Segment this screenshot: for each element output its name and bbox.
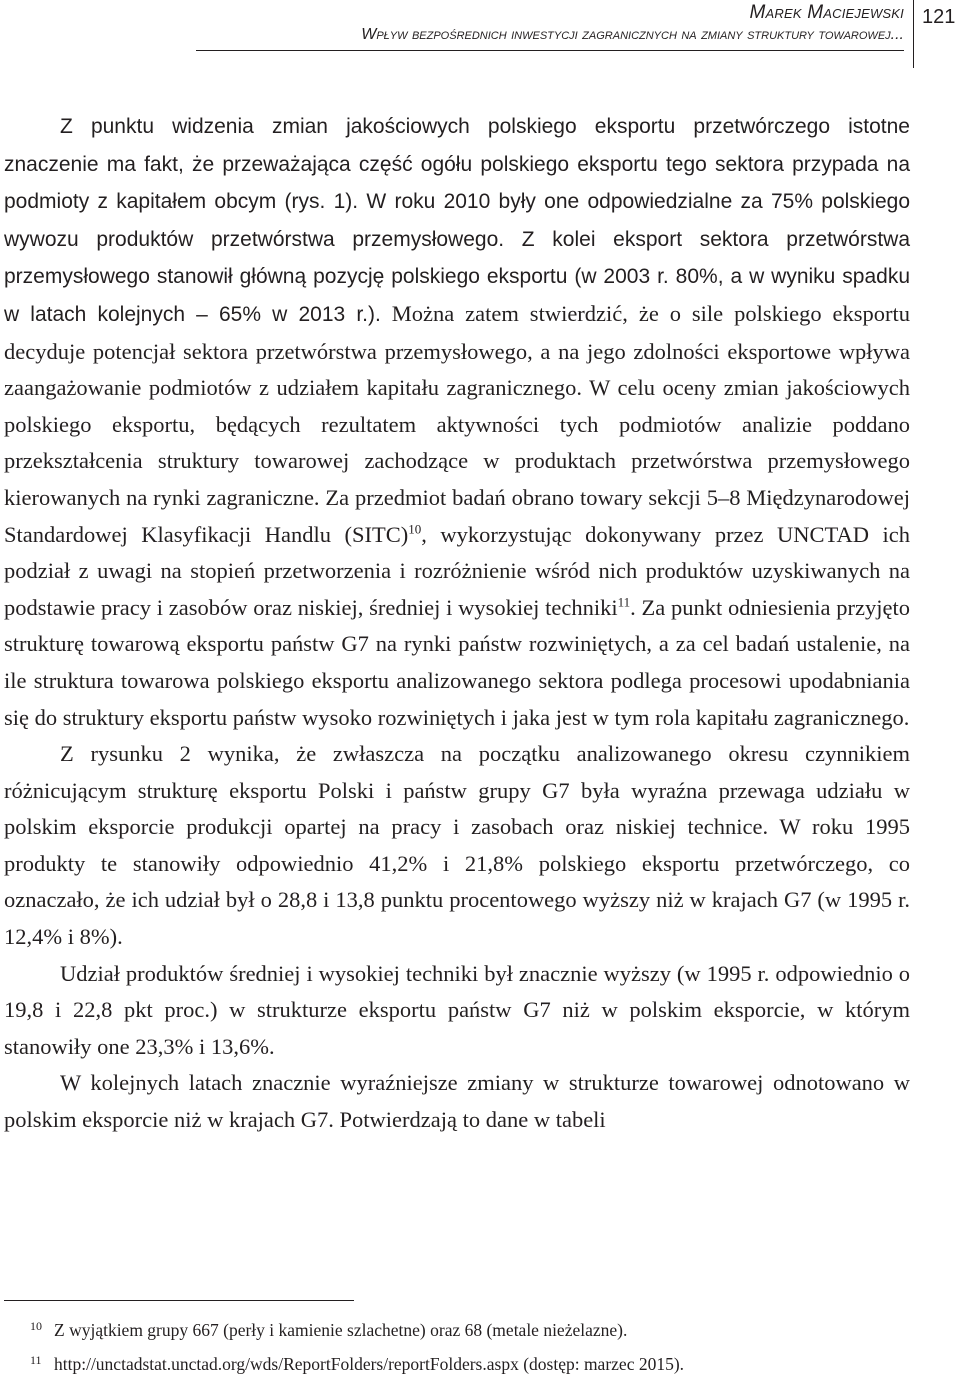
footnote-11	[4, 1347, 910, 1381]
footnote-separator	[4, 1300, 354, 1301]
paragraph-3: Udział produktów średniej i wysokiej techniki był znacznie wyższy (w 1995 r. odpowiednio o 19,8 i 22,8 pkt proc.) w strukturze eksportu państw G7 niż w polskim eksporcie, w którym stanowiły one 23,3% i 13,6%.	[4, 960, 910, 1059]
paragraph-2: Z rysunku 2 wynika, że zwłaszcza na początku analizowanego okresu czynnikiem różnicującym strukturę eksportu Polski i państw grupy G7 była wyraźna przewaga udziału w polskim eksporcie produkcji opartej na pracy i zasobach oraz niskiej technice. W roku 1995 produkty te stanowiły odpowiednio 41,2% i 21,8% polskiego eksportu przetwórczego, co oznaczało, że ich udział był o 28,8 i 13,8 punktu procentowego wyższy niż w krajach G7 (w 1995 r. 12,4% i 8%).	[4, 741, 910, 950]
footnote-number: 11	[30, 1353, 42, 1367]
footnote-text: Z wyjątkiem grupy 667 (perły i kamienie szlachetne) oraz 68 (metale nieżelazne).	[54, 1320, 628, 1340]
header-rule	[196, 50, 904, 51]
running-header	[0, 0, 960, 70]
running-header-author: Marek Maciejewski	[749, 2, 904, 23]
page-number: 121	[922, 6, 956, 28]
footnote-ref-10: 10	[408, 521, 422, 537]
running-header-title: Wpływ bezpośrednich inwestycji zagranicznych na zmiany struktury towarowej...	[361, 26, 904, 43]
paragraph-1-part-b: Można zatem stwierdzić, że o sile polskiego eksportu decyduje potencjał sektora przetwórstwa przemysłowego, a na jego zdolności eksportowe wpływa zaangażowanie podmiotów z udziałem kapitału zagranicznego. W celu oceny zmian jakościowych polskiego eksportu, będących rezultatem aktywności tych podmiotów analizie poddano przekształcenia struktury towarowej zachodzące w produktach przetwórstwa przemysłowego kierowanych na rynki zagraniczne. Za przedmiot badań obrano towary sekcji 5–8 Międzynarodowej Standardowej Klasyfikacji Handlu (SITC)	[4, 300, 910, 547]
footnotes	[4, 1313, 910, 1381]
paragraph-4: W kolejnych latach znacznie wyraźniejsze zmiany w strukturze towarowej odnotowano w polskim eksporcie niż w krajach G7. Potwierdzają to dane w tabeli	[4, 1070, 910, 1133]
body-text	[4, 108, 910, 1139]
footnote-number: 10	[30, 1319, 42, 1333]
paragraph-1-part-c: , wykorzystując dokonywany przez UNCTAD ich podział z uwagi na stopień przetworzenia i rozróżnienie wśród nich produktów uzyskiwanych na podstawie pracy i zasobów oraz niskiej, średniej i wysokiej techniki	[4, 521, 910, 620]
header-vertical-rule	[913, 0, 914, 68]
footnote-ref-11: 11	[617, 594, 631, 610]
paragraph-1	[4, 108, 910, 736]
paragraph-1-part-d: . Za punkt odniesienia przyjęto strukturę towarową eksportu państw G7 na rynki państw rozwiniętych, a za cel badań ustalenie, na ile struktura towarowa polskiego eksportu analizowanego sektora podlega procesowi upodabniania się do struktury eksportu państw wysoko rozwiniętych i jaka jest w tym rola kapitału zagranicznego.	[4, 594, 910, 730]
paragraph-1-part-a: Z punktu widzenia zmian jakościowych polskiego eksportu przetwórczego istotne znaczenie ma fakt, że przeważająca część ogółu polskiego eksportu tego sektora przypada na podmioty z kapitałem obcym (rys. 1). W roku 2010 były one odpowiedzialne za 75% polskiego wywozu produktów przetwórstwa przemysłowego. Z kolei eksport sektora przetwórstwa przemysłowego stanowił główną pozycję polskiego eksportu (w 2003 r. 80%, a w wyniku spadku w latach kolejnych – 65% w 2013 r.).	[4, 115, 910, 326]
footnote-link[interactable]: http://unctadstat.unctad.org/wds/ReportFolders/reportFolders.aspx (dostęp: marzec 2015).	[54, 1354, 685, 1374]
footnote-10	[4, 1313, 910, 1347]
